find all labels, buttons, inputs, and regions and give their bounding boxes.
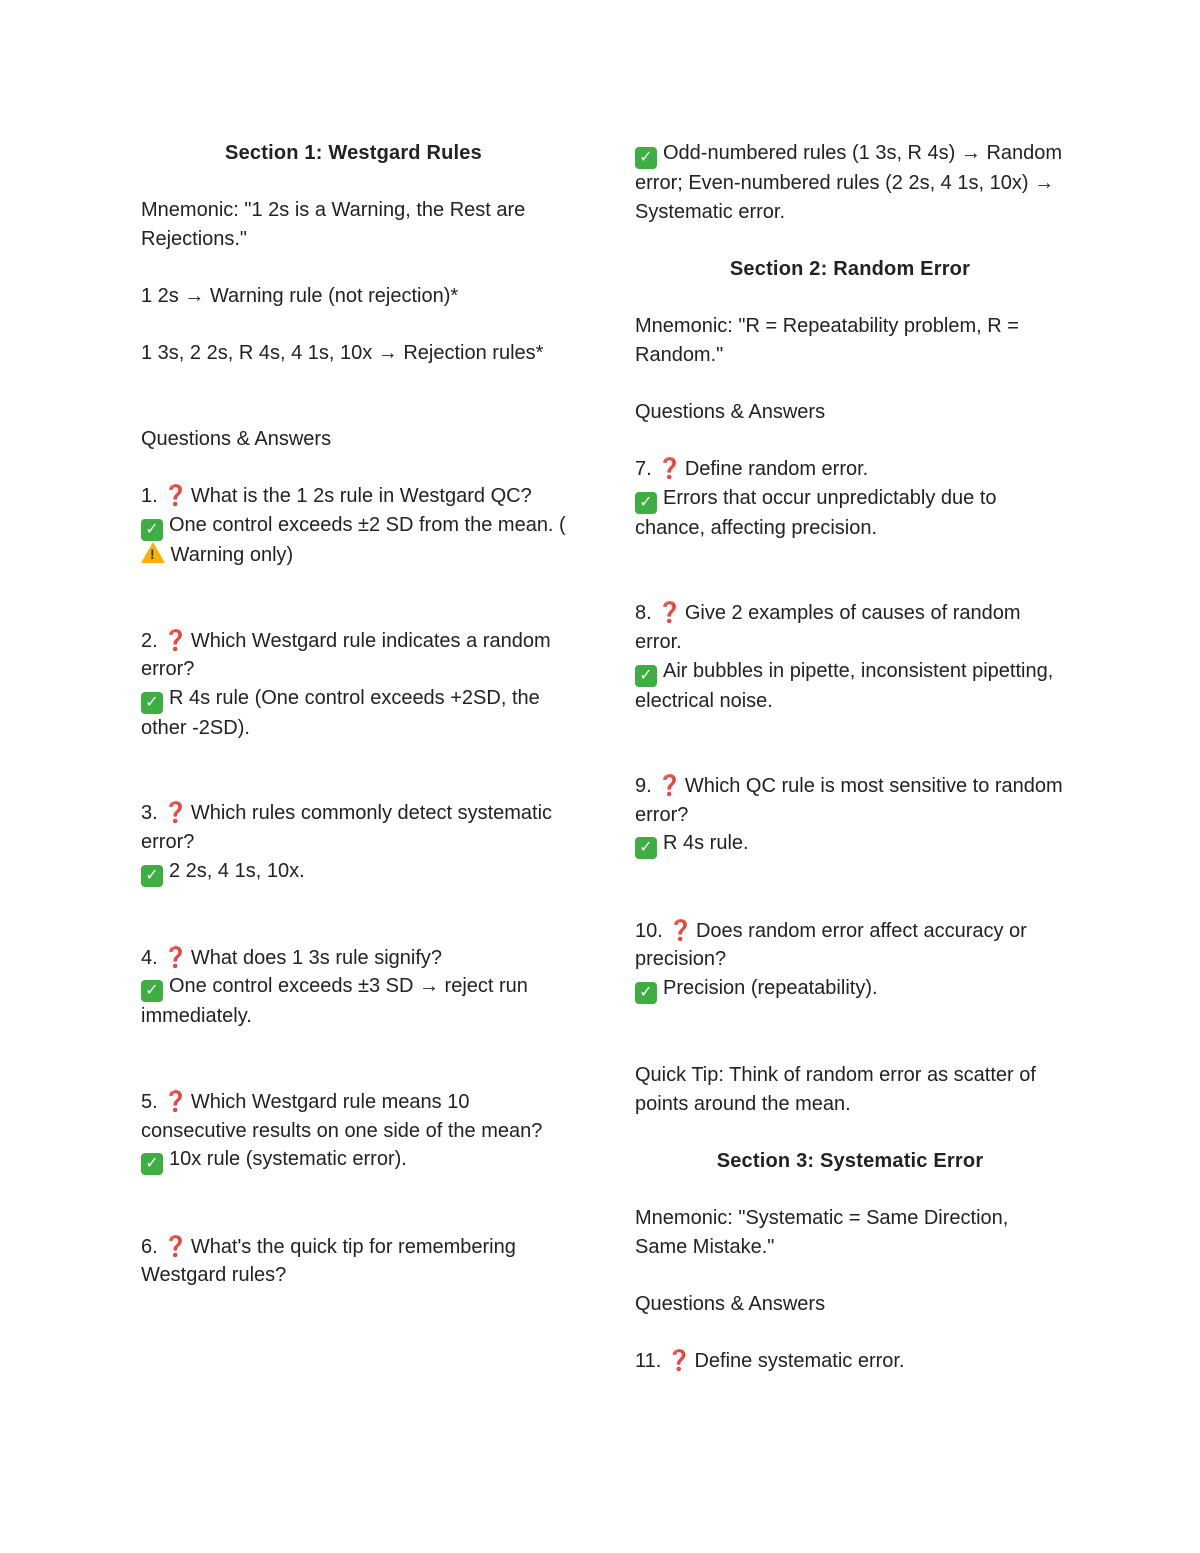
question-body: Give 2 examples of causes of random error. <box>635 602 1021 653</box>
question-text <box>635 455 1065 484</box>
question-mark-icon: ❓ <box>657 602 683 625</box>
answer-text <box>141 972 566 1031</box>
question-number: 7. <box>635 457 652 480</box>
rejection-rules-text: 1 3s, 2 2s, R 4s, 4 1s, 10x → Rejection rules* <box>141 342 544 365</box>
section-1-title: Section 1: Westgard Rules <box>225 142 482 164</box>
question-mark-icon: ❓ <box>163 1091 189 1114</box>
qa-item <box>635 1347 1065 1376</box>
question-text <box>635 917 1065 974</box>
question-text <box>141 1233 566 1290</box>
warning-icon <box>141 542 165 563</box>
question-text <box>141 1088 566 1145</box>
qa-item <box>141 944 566 1031</box>
warning-rule-text: 1 2s → Warning rule (not rejection)* <box>141 284 459 307</box>
qa-item <box>141 1233 566 1290</box>
question-number: 2. <box>141 629 158 652</box>
answer-body: R 4s rule. <box>663 832 749 855</box>
question-body: Which Westgard rule means 10 consecutive results on one side of the mean? <box>141 1091 543 1142</box>
check-icon: ✓ <box>635 665 657 687</box>
check-icon: ✓ <box>141 692 163 714</box>
check-icon: ✓ <box>635 147 657 169</box>
answer-body-start: One control exceeds ±2 SD from the mean. ( <box>169 513 566 536</box>
question-number: 10. <box>635 919 663 942</box>
answer-text <box>635 484 1065 543</box>
question-text <box>635 772 1065 829</box>
check-icon: ✓ <box>141 980 163 1002</box>
answer-body: Air bubbles in pipette, inconsistent pipetting, electrical noise. <box>635 659 1054 712</box>
answer-text <box>635 974 1065 1004</box>
question-body: What does 1 3s rule signify? <box>190 946 443 969</box>
answer-body: One control exceeds ±3 SD → reject run immediately. <box>141 975 528 1028</box>
qa-item <box>141 799 566 886</box>
question-body: Which QC rule is most sensitive to random error? <box>635 775 1063 826</box>
question-body: Does random error affect accuracy or precision? <box>635 919 1027 971</box>
answer-text <box>141 1145 566 1175</box>
question-text <box>141 799 566 856</box>
question-text <box>635 1347 1065 1376</box>
answer-body: 2 2s, 4 1s, 10x. <box>169 859 305 882</box>
check-icon: ✓ <box>635 982 657 1004</box>
qa-item <box>141 627 566 743</box>
left-column <box>141 139 566 1290</box>
question-number: 11. <box>635 1349 662 1372</box>
check-icon: ✓ <box>141 1153 163 1175</box>
qa-item <box>141 482 566 569</box>
question-text <box>141 627 566 684</box>
question-number: 4. <box>141 946 158 969</box>
section-2-title: Section 2: Random Error <box>729 257 971 280</box>
mnemonic-text: Mnemonic: "1 2s is a Warning, the Rest are Rejections." <box>141 199 526 250</box>
question-mark-icon: ❓ <box>163 802 189 825</box>
qa-item <box>635 599 1065 715</box>
question-body: Which rules commonly detect systematic error? <box>141 802 553 854</box>
question-number: 6. <box>141 1235 158 1258</box>
answer-text <box>141 857 566 887</box>
question-text <box>141 482 566 511</box>
answer-text <box>635 657 1065 716</box>
answer-body: Odd-numbered rules (1 3s, R 4s) → Random error; Even-numbered rules (2 2s, 4 1s, 10x) → Systematic error. <box>635 142 1063 223</box>
question-mark-icon: ❓ <box>163 629 189 652</box>
mnemonic-text: Mnemonic: "R = Repeatability problem, R = Random." <box>635 314 1019 366</box>
qa-item <box>141 1088 566 1175</box>
question-body: Define systematic error. <box>694 1349 905 1372</box>
answer-text <box>141 684 566 743</box>
question-mark-icon: ❓ <box>668 919 694 942</box>
question-body: What is the 1 2s rule in Westgard QC? <box>190 485 532 508</box>
qa-item <box>635 455 1065 542</box>
check-icon: ✓ <box>635 837 657 859</box>
question-number: 3. <box>141 802 158 825</box>
answer-text <box>141 511 566 570</box>
qa-heading: Questions & Answers <box>635 1292 826 1315</box>
question-text <box>635 599 1065 656</box>
answer-text <box>635 829 1065 859</box>
answer-text <box>635 139 1065 226</box>
question-mark-icon: ❓ <box>163 1235 189 1258</box>
section-3-title: Section 3: Systematic Error <box>716 1149 984 1172</box>
qa-heading: Questions & Answers <box>635 400 826 423</box>
question-mark-icon: ❓ <box>163 485 189 508</box>
question-number: 8. <box>635 602 652 625</box>
question-number: 5. <box>141 1091 158 1114</box>
question-mark-icon: ❓ <box>657 457 683 480</box>
question-mark-icon: ❓ <box>163 946 189 969</box>
quick-tip-text: Quick Tip: Think of random error as scatter of points around the mean. <box>635 1064 1036 1115</box>
answer-body: Precision (repeatability). <box>663 976 878 999</box>
check-icon: ✓ <box>141 519 163 541</box>
answer-body: Errors that occur unpredictably due to chance, affecting precision. <box>635 486 997 539</box>
check-icon: ✓ <box>141 865 163 887</box>
question-body: Which Westgard rule indicates a random error? <box>141 629 551 681</box>
question-body: What's the quick tip for remembering Westgard rules? <box>141 1235 516 1287</box>
question-number: 1. <box>141 485 158 508</box>
question-mark-icon: ❓ <box>657 775 683 798</box>
qa-item <box>635 917 1065 1004</box>
question-mark-icon: ❓ <box>666 1349 692 1372</box>
question-number: 9. <box>635 775 652 798</box>
qa-item <box>635 772 1065 859</box>
question-text <box>141 944 566 973</box>
check-icon: ✓ <box>635 492 657 514</box>
answer-body: 10x rule (systematic error). <box>169 1148 407 1171</box>
qa-heading: Questions & Answers <box>141 427 332 450</box>
answer-body: R 4s rule (One control exceeds +2SD, the other -2SD). <box>141 686 540 739</box>
answer-body-end: Warning only) <box>165 543 294 566</box>
question-body: Define random error. <box>684 457 869 480</box>
right-column <box>635 139 1065 1376</box>
mnemonic-text: Mnemonic: "Systematic = Same Direction, Same Mistake." <box>635 1207 1009 1258</box>
